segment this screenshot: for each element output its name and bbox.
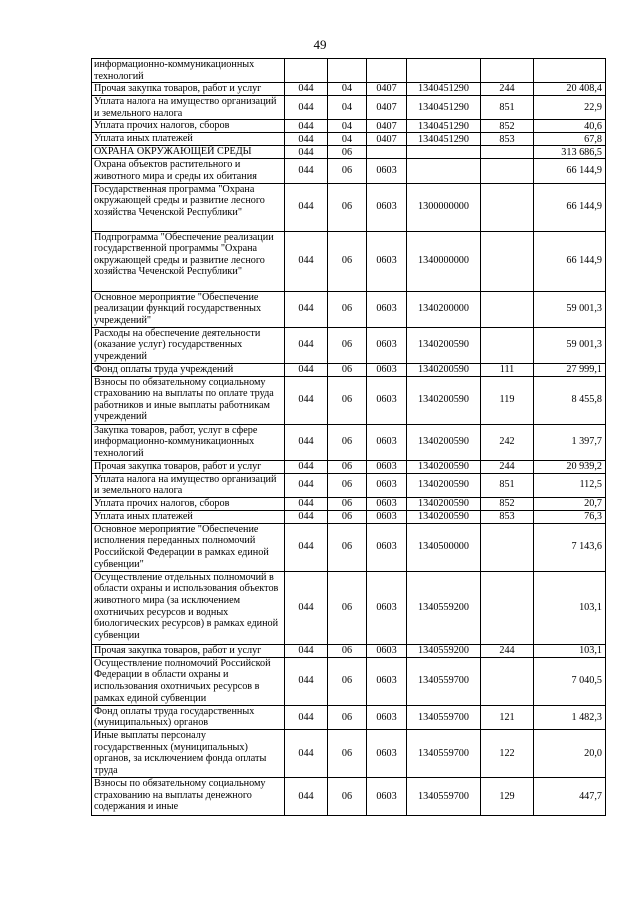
target-article-code: 1340451290: [407, 120, 481, 133]
grbs-code: 044: [285, 376, 328, 424]
section-code: [328, 59, 367, 83]
grbs-code: 044: [285, 510, 328, 523]
target-article-code: 1340200590: [407, 424, 481, 460]
grbs-code: 044: [285, 497, 328, 510]
subsection-code: 0407: [367, 83, 407, 96]
row-name: Расходы на обеспечение деятельности (оказание услуг) государственных учреждений: [92, 327, 285, 363]
row-name: Основное мероприятие "Обеспечение реализации функций государственных учреждений": [92, 291, 285, 327]
row-name: Фонд оплаты труда учреждений: [92, 363, 285, 376]
expense-type-code: 853: [481, 133, 534, 146]
target-article-code: 1340500000: [407, 523, 481, 571]
target-article-code: 1340451290: [407, 83, 481, 96]
expense-type-code: 121: [481, 705, 534, 729]
grbs-code: 044: [285, 291, 328, 327]
subsection-code: 0603: [367, 183, 407, 231]
expense-type-code: [481, 327, 534, 363]
section-code: 04: [328, 83, 367, 96]
target-article-code: 1340200590: [407, 473, 481, 497]
expense-type-code: [481, 571, 534, 644]
amount: 76,3: [534, 510, 606, 523]
row-name: Взносы по обязательному социальному страхованию на выплаты денежного содержания и иные: [92, 777, 285, 815]
amount: 67,8: [534, 133, 606, 146]
expense-type-code: 119: [481, 376, 534, 424]
amount: 103,1: [534, 571, 606, 644]
amount: 66 144,9: [534, 159, 606, 183]
row-name: Прочая закупка товаров, работ и услуг: [92, 460, 285, 473]
grbs-code: 044: [285, 120, 328, 133]
row-name: Подпрограмма "Обеспечение реализации государственной программы "Охрана окружающей среды и развитие лесного хозяйства Чеченской Республики": [92, 231, 285, 291]
amount: 1 482,3: [534, 705, 606, 729]
section-code: 06: [328, 523, 367, 571]
amount: 27 999,1: [534, 363, 606, 376]
target-article-code: 1340451290: [407, 133, 481, 146]
grbs-code: 044: [285, 96, 328, 120]
expense-type-code: 244: [481, 644, 534, 657]
target-article-code: 1340559700: [407, 657, 481, 705]
subsection-code: 0603: [367, 777, 407, 815]
target-article-code: 1340200590: [407, 363, 481, 376]
row-name: Осуществление отдельных полномочий в области охраны и использования объектов животного мира (за исключением охотничьих ресурсов и водных биологических ресурсов) в рамках единой субвенции: [92, 571, 285, 644]
amount: 112,5: [534, 473, 606, 497]
amount: 313 686,5: [534, 146, 606, 159]
grbs-code: 044: [285, 571, 328, 644]
amount: 7 143,6: [534, 523, 606, 571]
target-article-code: 1340559200: [407, 644, 481, 657]
target-article-code: 1340451290: [407, 96, 481, 120]
subsection-code: 0603: [367, 497, 407, 510]
table-row: [92, 376, 606, 424]
subsection-code: 0603: [367, 705, 407, 729]
target-article-code: 1340000000: [407, 231, 481, 291]
amount: 40,6: [534, 120, 606, 133]
subsection-code: 0603: [367, 571, 407, 644]
table-row: [92, 133, 606, 146]
expense-type-code: [481, 657, 534, 705]
amount: 7 040,5: [534, 657, 606, 705]
table-body: [92, 59, 606, 816]
grbs-code: 044: [285, 460, 328, 473]
target-article-code: 1340559700: [407, 705, 481, 729]
section-code: 06: [328, 729, 367, 777]
amount: 22,9: [534, 96, 606, 120]
row-name: Иные выплаты персоналу государственных (муниципальных) органов, за исключением фонда оплаты труда: [92, 729, 285, 777]
expense-type-code: 853: [481, 510, 534, 523]
grbs-code: 044: [285, 363, 328, 376]
table-row: [92, 705, 606, 729]
table-row: [92, 363, 606, 376]
grbs-code: 044: [285, 473, 328, 497]
row-name: Фонд оплаты труда государственных (муниципальных) органов: [92, 705, 285, 729]
table-row: [92, 644, 606, 657]
amount: 66 144,9: [534, 183, 606, 231]
grbs-code: 044: [285, 159, 328, 183]
subsection-code: 0407: [367, 133, 407, 146]
table-row: [92, 460, 606, 473]
table-row: [92, 96, 606, 120]
table-row: [92, 510, 606, 523]
amount: [534, 59, 606, 83]
table-row: [92, 59, 606, 83]
grbs-code: 044: [285, 133, 328, 146]
target-article-code: [407, 159, 481, 183]
subsection-code: 0603: [367, 291, 407, 327]
amount: 59 001,3: [534, 327, 606, 363]
budget-table: [91, 58, 606, 816]
target-article-code: 1340559200: [407, 571, 481, 644]
subsection-code: 0603: [367, 363, 407, 376]
amount: 20 939,2: [534, 460, 606, 473]
grbs-code: 044: [285, 424, 328, 460]
section-code: 06: [328, 376, 367, 424]
subsection-code: [367, 146, 407, 159]
grbs-code: 044: [285, 523, 328, 571]
grbs-code: 044: [285, 327, 328, 363]
page-number: 49: [313, 37, 327, 52]
row-name: Основное мероприятие "Обеспечение исполнения переданных полномочий Российской Федерации в рамках единой субвенции": [92, 523, 285, 571]
section-code: 06: [328, 777, 367, 815]
row-name: Охрана объектов растительного и животного мира и среды их обитания: [92, 159, 285, 183]
expense-type-code: [481, 523, 534, 571]
section-code: 06: [328, 473, 367, 497]
amount: 20,7: [534, 497, 606, 510]
subsection-code: 0603: [367, 376, 407, 424]
section-code: 06: [328, 291, 367, 327]
table-row: [92, 291, 606, 327]
target-article-code: 1340200590: [407, 460, 481, 473]
section-code: 04: [328, 133, 367, 146]
section-code: 06: [328, 146, 367, 159]
row-name: ОХРАНА ОКРУЖАЮЩЕЙ СРЕДЫ: [92, 146, 285, 159]
grbs-code: 044: [285, 644, 328, 657]
section-code: 06: [328, 231, 367, 291]
expense-type-code: 852: [481, 497, 534, 510]
table-row: [92, 497, 606, 510]
subsection-code: 0603: [367, 460, 407, 473]
grbs-code: 044: [285, 657, 328, 705]
row-name: Уплата иных платежей: [92, 510, 285, 523]
row-name: Осуществление полномочий Российской Федерации в области охраны и использования охотничьих ресурсов в рамках единой субвенции: [92, 657, 285, 705]
target-article-code: 1340200590: [407, 510, 481, 523]
grbs-code: 044: [285, 777, 328, 815]
target-article-code: [407, 146, 481, 159]
subsection-code: 0603: [367, 510, 407, 523]
target-article-code: 1340200590: [407, 327, 481, 363]
amount: 8 455,8: [534, 376, 606, 424]
expense-type-code: 852: [481, 120, 534, 133]
subsection-code: 0603: [367, 231, 407, 291]
expense-type-code: 242: [481, 424, 534, 460]
amount: 20,0: [534, 729, 606, 777]
row-name: Уплата налога на имущество организаций и земельного налога: [92, 473, 285, 497]
section-code: 06: [328, 183, 367, 231]
expense-type-code: 111: [481, 363, 534, 376]
section-code: 06: [328, 460, 367, 473]
expense-type-code: 244: [481, 460, 534, 473]
expense-type-code: [481, 183, 534, 231]
row-name: информационно-коммуникационных технологий: [92, 59, 285, 83]
grbs-code: 044: [285, 231, 328, 291]
subsection-code: 0603: [367, 327, 407, 363]
target-article-code: 1340559700: [407, 729, 481, 777]
section-code: 06: [328, 363, 367, 376]
table-row: [92, 146, 606, 159]
table-row: [92, 183, 606, 231]
section-code: 04: [328, 120, 367, 133]
subsection-code: 0603: [367, 473, 407, 497]
subsection-code: 0603: [367, 729, 407, 777]
row-name: Уплата прочих налогов, сборов: [92, 497, 285, 510]
section-code: 06: [328, 644, 367, 657]
row-name: Прочая закупка товаров, работ и услуг: [92, 644, 285, 657]
target-article-code: [407, 59, 481, 83]
amount: 103,1: [534, 644, 606, 657]
expense-type-code: [481, 231, 534, 291]
table-row: [92, 657, 606, 705]
row-name: Прочая закупка товаров, работ и услуг: [92, 83, 285, 96]
expense-type-code: 851: [481, 473, 534, 497]
table-row: [92, 231, 606, 291]
table-row: [92, 473, 606, 497]
table-row: [92, 729, 606, 777]
grbs-code: 044: [285, 183, 328, 231]
expense-type-code: [481, 59, 534, 83]
amount: 1 397,7: [534, 424, 606, 460]
table-row: [92, 120, 606, 133]
section-code: 06: [328, 159, 367, 183]
subsection-code: [367, 59, 407, 83]
section-code: 06: [328, 571, 367, 644]
section-code: 06: [328, 657, 367, 705]
grbs-code: 044: [285, 146, 328, 159]
table-row: [92, 424, 606, 460]
subsection-code: 0603: [367, 424, 407, 460]
expense-type-code: 129: [481, 777, 534, 815]
subsection-code: 0603: [367, 657, 407, 705]
expense-type-code: 122: [481, 729, 534, 777]
row-name: Закупка товаров, работ, услуг в сфере информационно-коммуникационных технологий: [92, 424, 285, 460]
target-article-code: 1340200000: [407, 291, 481, 327]
target-article-code: 1340200590: [407, 497, 481, 510]
table-row: [92, 777, 606, 815]
grbs-code: 044: [285, 83, 328, 96]
row-name: Уплата иных платежей: [92, 133, 285, 146]
row-name: Уплата прочих налогов, сборов: [92, 120, 285, 133]
grbs-code: 044: [285, 729, 328, 777]
section-code: 06: [328, 327, 367, 363]
subsection-code: 0407: [367, 120, 407, 133]
table-row: [92, 571, 606, 644]
amount: 20 408,4: [534, 83, 606, 96]
table-row: [92, 159, 606, 183]
section-code: 04: [328, 96, 367, 120]
table-row: [92, 83, 606, 96]
amount: 447,7: [534, 777, 606, 815]
target-article-code: 1340559700: [407, 777, 481, 815]
target-article-code: 1300000000: [407, 183, 481, 231]
row-name: Уплата налога на имущество организаций и земельного налога: [92, 96, 285, 120]
expense-type-code: 851: [481, 96, 534, 120]
row-name: Взносы по обязательному социальному страхованию на выплаты по оплате труда работников и иные выплаты работникам учреждений: [92, 376, 285, 424]
subsection-code: 0407: [367, 96, 407, 120]
table-row: [92, 523, 606, 571]
subsection-code: 0603: [367, 159, 407, 183]
row-name: Государственная программа "Охрана окружающей среды и развитие лесного хозяйства Чеченской Республики": [92, 183, 285, 231]
grbs-code: 044: [285, 705, 328, 729]
expense-type-code: [481, 291, 534, 327]
amount: 59 001,3: [534, 291, 606, 327]
section-code: 06: [328, 705, 367, 729]
amount: 66 144,9: [534, 231, 606, 291]
grbs-code: [285, 59, 328, 83]
section-code: 06: [328, 497, 367, 510]
section-code: 06: [328, 424, 367, 460]
subsection-code: 0603: [367, 523, 407, 571]
target-article-code: 1340200590: [407, 376, 481, 424]
expense-type-code: [481, 146, 534, 159]
expense-type-code: [481, 159, 534, 183]
section-code: 06: [328, 510, 367, 523]
subsection-code: 0603: [367, 644, 407, 657]
expense-type-code: 244: [481, 83, 534, 96]
table-row: [92, 327, 606, 363]
